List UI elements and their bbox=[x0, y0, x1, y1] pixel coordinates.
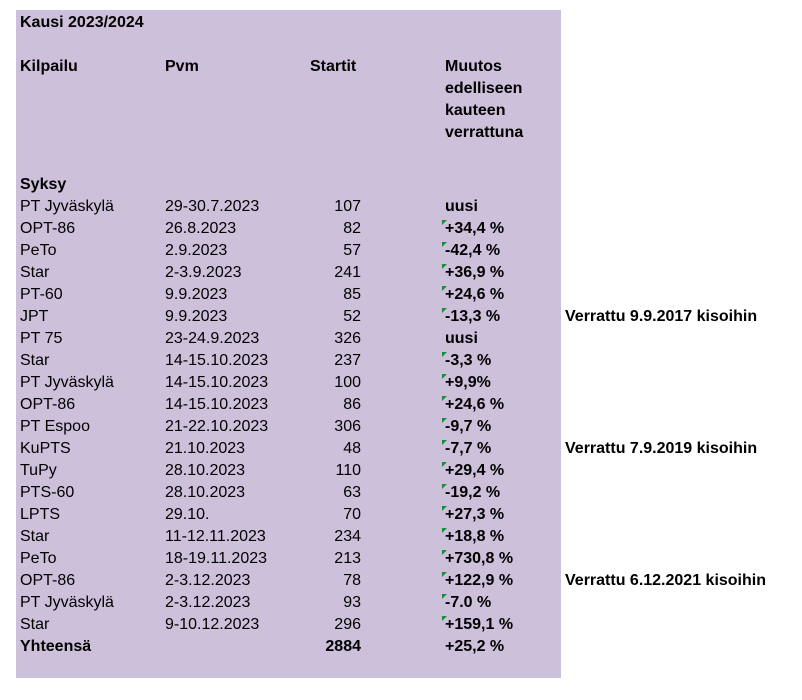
header-starts: Startit bbox=[310, 58, 357, 75]
cell-indicator-icon bbox=[442, 242, 447, 247]
row-date: 28.10.2023 bbox=[165, 484, 246, 501]
row-competition: Star bbox=[20, 352, 50, 369]
row-starts: 86 bbox=[343, 396, 361, 413]
header-change-line-3: kauteen bbox=[445, 102, 506, 119]
row-note: Verrattu 6.12.2021 kisoihin bbox=[565, 572, 766, 589]
cell-indicator-icon bbox=[442, 616, 447, 621]
row-change: uusi bbox=[445, 330, 478, 347]
row-competition: PT Espoo bbox=[20, 418, 90, 435]
cell-indicator-icon bbox=[442, 594, 447, 599]
row-change: -7,7 % bbox=[445, 440, 492, 457]
row-date: 9.9.2023 bbox=[165, 286, 228, 303]
row-date: 2-3.9.2023 bbox=[165, 264, 242, 281]
row-change: +36,9 % bbox=[445, 264, 505, 281]
row-competition: PeTo bbox=[20, 242, 57, 259]
row-date: 11-12.11.2023 bbox=[165, 528, 266, 545]
row-competition: PT-60 bbox=[20, 286, 63, 303]
row-note: Verrattu 7.9.2019 kisoihin bbox=[565, 440, 758, 457]
row-change: -7.0 % bbox=[445, 594, 492, 611]
row-change: +24,6 % bbox=[445, 286, 505, 303]
row-competition: PT 75 bbox=[20, 330, 63, 347]
row-starts: 48 bbox=[343, 440, 361, 457]
row-competition: OPT-86 bbox=[20, 572, 76, 589]
row-starts: 100 bbox=[334, 374, 361, 391]
row-date: 23-24.9.2023 bbox=[165, 330, 260, 347]
row-starts: 93 bbox=[343, 594, 361, 611]
total-label: Yhteensä bbox=[20, 638, 92, 655]
row-date: 9.9.2023 bbox=[165, 308, 228, 325]
row-starts: 296 bbox=[334, 616, 361, 633]
row-competition: JPT bbox=[20, 308, 49, 325]
section-label: Syksy bbox=[20, 176, 67, 193]
header-change-line-1: Muutos bbox=[445, 58, 502, 75]
row-starts: 107 bbox=[334, 198, 361, 215]
header-change-line-4: verrattuna bbox=[445, 124, 524, 141]
row-starts: 241 bbox=[334, 264, 361, 281]
cell-indicator-icon bbox=[442, 352, 447, 357]
cell-indicator-icon bbox=[442, 550, 447, 555]
row-change: -13,3 % bbox=[445, 308, 501, 325]
row-competition: PeTo bbox=[20, 550, 57, 567]
row-starts: 234 bbox=[334, 528, 361, 545]
row-change: +159,1 % bbox=[445, 616, 514, 633]
row-change: +122,9 % bbox=[445, 572, 514, 589]
row-competition: OPT-86 bbox=[20, 220, 76, 237]
cell-indicator-icon bbox=[442, 264, 447, 269]
row-date: 18-19.11.2023 bbox=[165, 550, 268, 567]
cell-indicator-icon bbox=[442, 440, 447, 445]
cell-indicator-icon bbox=[442, 286, 447, 291]
header-change-line-2: edelliseen bbox=[445, 80, 523, 97]
row-date: 2-3.12.2023 bbox=[165, 572, 251, 589]
header-date: Pvm bbox=[165, 58, 199, 75]
row-change: +9,9% bbox=[445, 374, 491, 391]
row-change: +34,4 % bbox=[445, 220, 505, 237]
total-change: +25,2 % bbox=[445, 638, 505, 655]
row-starts: 70 bbox=[343, 506, 361, 523]
cell-indicator-icon bbox=[442, 506, 447, 511]
row-competition: TuPy bbox=[20, 462, 57, 479]
season-title: Kausi 2023/2024 bbox=[20, 14, 144, 31]
total-starts: 2884 bbox=[325, 638, 361, 655]
row-change: +29,4 % bbox=[445, 462, 505, 479]
row-competition: Star bbox=[20, 616, 50, 633]
row-starts: 326 bbox=[334, 330, 361, 347]
row-date: 2-3.12.2023 bbox=[165, 594, 251, 611]
cell-indicator-icon bbox=[442, 220, 447, 225]
row-competition: PT Jyväskylä bbox=[20, 198, 114, 215]
row-competition: Star bbox=[20, 528, 50, 545]
cell-indicator-icon bbox=[442, 462, 447, 467]
cell-indicator-icon bbox=[442, 572, 447, 577]
cell-indicator-icon bbox=[442, 374, 447, 379]
row-date: 29-30.7.2023 bbox=[165, 198, 260, 215]
row-competition: Star bbox=[20, 264, 50, 281]
row-note: Verrattu 9.9.2017 kisoihin bbox=[565, 308, 758, 325]
row-starts: 57 bbox=[343, 242, 361, 259]
row-date: 14-15.10.2023 bbox=[165, 352, 269, 369]
row-competition: LPTS bbox=[20, 506, 61, 523]
row-competition: PTS-60 bbox=[20, 484, 75, 501]
cell-indicator-icon bbox=[442, 528, 447, 533]
row-starts: 52 bbox=[343, 308, 361, 325]
row-change: -42,4 % bbox=[445, 242, 501, 259]
row-date: 21-22.10.2023 bbox=[165, 418, 269, 435]
row-date: 14-15.10.2023 bbox=[165, 396, 269, 413]
row-starts: 306 bbox=[334, 418, 361, 435]
row-date: 26.8.2023 bbox=[165, 220, 237, 237]
cell-indicator-icon bbox=[442, 418, 447, 423]
cell-indicator-icon bbox=[442, 484, 447, 489]
row-change: +24,6 % bbox=[445, 396, 505, 413]
row-change: uusi bbox=[445, 198, 478, 215]
row-starts: 63 bbox=[343, 484, 361, 501]
row-date: 2.9.2023 bbox=[165, 242, 228, 259]
row-starts: 85 bbox=[343, 286, 361, 303]
row-competition: KuPTS bbox=[20, 440, 71, 457]
row-competition: OPT-86 bbox=[20, 396, 76, 413]
row-change: -19,2 % bbox=[445, 484, 501, 501]
row-change: +18,8 % bbox=[445, 528, 505, 545]
row-competition: PT Jyväskylä bbox=[20, 374, 114, 391]
row-date: 9-10.12.2023 bbox=[165, 616, 260, 633]
header-competition: Kilpailu bbox=[20, 58, 78, 75]
cell-indicator-icon bbox=[442, 396, 447, 401]
row-starts: 237 bbox=[334, 352, 361, 369]
row-date: 21.10.2023 bbox=[165, 440, 246, 457]
row-change: +730,8 % bbox=[445, 550, 514, 567]
row-change: +27,3 % bbox=[445, 506, 505, 523]
row-date: 29.10. bbox=[165, 506, 210, 523]
row-starts: 213 bbox=[334, 550, 361, 567]
row-starts: 82 bbox=[343, 220, 361, 237]
row-date: 14-15.10.2023 bbox=[165, 374, 269, 391]
row-starts: 110 bbox=[335, 462, 361, 479]
row-date: 28.10.2023 bbox=[165, 462, 246, 479]
row-change: -9,7 % bbox=[445, 418, 492, 435]
row-competition: PT Jyväskylä bbox=[20, 594, 114, 611]
row-change: -3,3 % bbox=[445, 352, 492, 369]
cell-indicator-icon bbox=[442, 308, 447, 313]
row-starts: 78 bbox=[343, 572, 361, 589]
